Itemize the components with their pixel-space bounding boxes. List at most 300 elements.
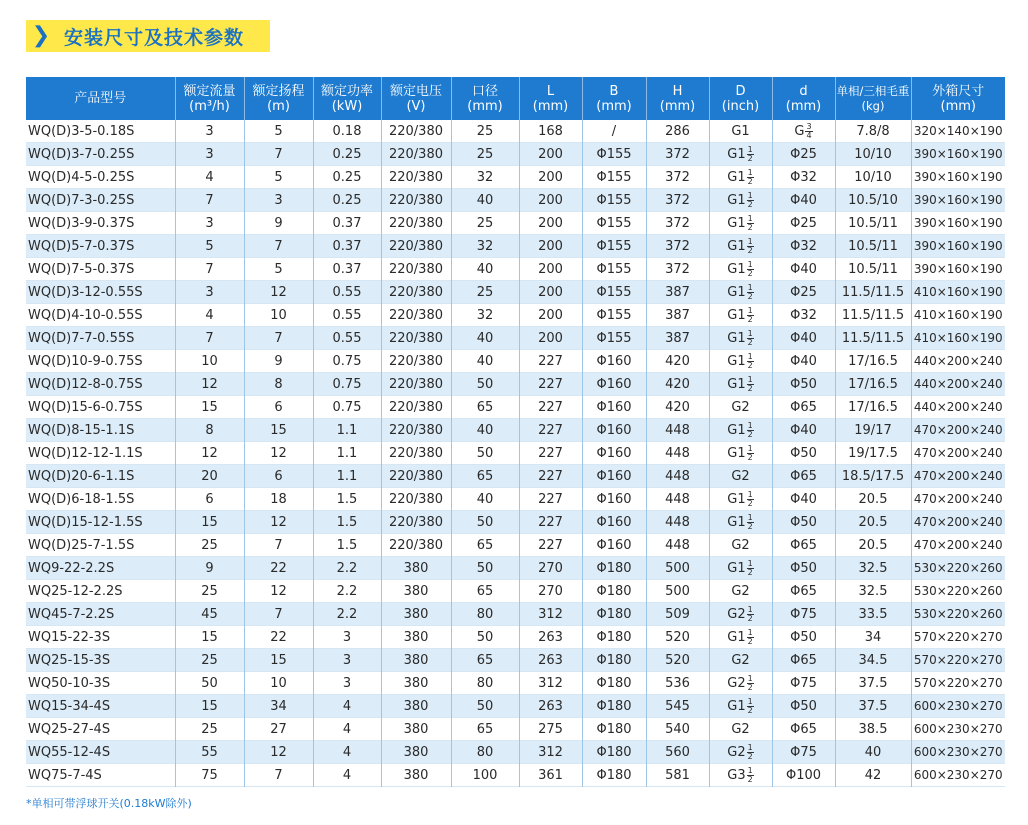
cell-d: Φ40: [772, 488, 835, 511]
cell-model: WQ(D)25-7-1.5S: [26, 534, 175, 557]
cell-box: 600×230×270: [913, 768, 1003, 782]
cell-head: 7: [244, 603, 313, 626]
header-model: 产品型号: [26, 77, 175, 120]
cell-L: 263: [519, 649, 582, 672]
cell-B: Φ155: [582, 143, 646, 166]
cell-d: G $\frac{3}{4}$: [772, 120, 835, 143]
cell-head: 8: [244, 373, 313, 396]
cell-flow: 8: [175, 419, 244, 442]
cell-L: 227: [519, 488, 582, 511]
header-head: 额定扬程 (m): [244, 77, 313, 120]
table-row: [26, 212, 1005, 235]
cell-box: 410×160×190: [913, 331, 1003, 345]
cell-caliber: 32: [451, 304, 519, 327]
cell-weight: 10.5/11: [835, 235, 911, 258]
cell-B: Φ160: [582, 373, 646, 396]
cell-weight: 33.5: [835, 603, 911, 626]
cell-H: 420: [646, 396, 709, 419]
header-caliber: 口径 (mm): [451, 77, 519, 120]
cell-caliber: 40: [451, 327, 519, 350]
cell-flow: 3: [175, 212, 244, 235]
cell-B: Φ155: [582, 327, 646, 350]
cell-voltage: 380: [381, 557, 451, 580]
cell-weight: 37.5: [835, 672, 911, 695]
cell-H: 500: [646, 557, 709, 580]
cell-voltage: 220/380: [381, 534, 451, 557]
cell-B: Φ180: [582, 718, 646, 741]
cell-D: G1 $\frac{1}{2}$: [709, 511, 772, 534]
table-row: [26, 304, 1005, 327]
cell-power: 4: [313, 695, 381, 718]
cell-B: Φ155: [582, 166, 646, 189]
cell-power: 2.2: [313, 603, 381, 626]
cell-model: WQ(D)7-5-0.37S: [26, 258, 175, 281]
header-L: L (mm): [519, 77, 582, 120]
cell-d: Φ65: [772, 580, 835, 603]
cell-head: 5: [244, 120, 313, 143]
cell-caliber: 25: [451, 281, 519, 304]
header-B: B (mm): [582, 77, 646, 120]
cell-H: 448: [646, 442, 709, 465]
cell-box: 390×160×190: [913, 193, 1003, 207]
cell-d: Φ25: [772, 143, 835, 166]
cell-D: G1 $\frac{1}{2}$: [709, 281, 772, 304]
cell-model: WQ25-12-2.2S: [26, 580, 175, 603]
cell-d: Φ40: [772, 189, 835, 212]
cell-model: WQ(D)10-9-0.75S: [26, 350, 175, 373]
cell-D: G1 $\frac{1}{2}$: [709, 235, 772, 258]
cell-H: 448: [646, 419, 709, 442]
cell-box: 390×160×190: [913, 239, 1003, 253]
cell-weight: 32.5: [835, 580, 911, 603]
cell-caliber: 80: [451, 672, 519, 695]
cell-weight: 11.5/11.5: [835, 281, 911, 304]
table-row: [26, 718, 1005, 741]
cell-flow: 25: [175, 718, 244, 741]
cell-weight: 10/10: [835, 143, 911, 166]
cell-L: 227: [519, 442, 582, 465]
cell-d: Φ25: [772, 212, 835, 235]
cell-B: Φ160: [582, 465, 646, 488]
cell-L: 312: [519, 741, 582, 764]
cell-H: 500: [646, 580, 709, 603]
cell-box: 390×160×190: [913, 262, 1003, 276]
cell-power: 1.5: [313, 534, 381, 557]
cell-H: 581: [646, 764, 709, 787]
cell-D: G1 $\frac{1}{2}$: [709, 166, 772, 189]
cell-D: G1 $\frac{1}{2}$: [709, 327, 772, 350]
cell-flow: 12: [175, 442, 244, 465]
cell-weight: 11.5/11.5: [835, 327, 911, 350]
cell-voltage: 220/380: [381, 120, 451, 143]
cell-L: 200: [519, 235, 582, 258]
cell-weight: 34.5: [835, 649, 911, 672]
cell-B: Φ160: [582, 350, 646, 373]
cell-B: Φ180: [582, 649, 646, 672]
cell-L: 200: [519, 212, 582, 235]
cell-B: Φ180: [582, 741, 646, 764]
cell-voltage: 380: [381, 626, 451, 649]
cell-voltage: 220/380: [381, 511, 451, 534]
cell-B: Φ155: [582, 281, 646, 304]
cell-box: 530×220×260: [913, 607, 1003, 621]
cell-caliber: 40: [451, 189, 519, 212]
cell-flow: 25: [175, 580, 244, 603]
cell-caliber: 32: [451, 235, 519, 258]
cell-flow: 15: [175, 511, 244, 534]
cell-d: Φ32: [772, 304, 835, 327]
cell-L: 312: [519, 672, 582, 695]
cell-D: G1 $\frac{1}{2}$: [709, 258, 772, 281]
cell-weight: 10.5/11: [835, 212, 911, 235]
cell-L: 200: [519, 304, 582, 327]
cell-L: 227: [519, 419, 582, 442]
cell-B: Φ155: [582, 258, 646, 281]
cell-flow: 9: [175, 557, 244, 580]
cell-flow: 3: [175, 143, 244, 166]
cell-power: 4: [313, 741, 381, 764]
cell-caliber: 65: [451, 396, 519, 419]
cell-voltage: 220/380: [381, 488, 451, 511]
cell-caliber: 80: [451, 741, 519, 764]
cell-d: Φ50: [772, 695, 835, 718]
cell-B: /: [582, 120, 646, 143]
cell-model: WQ50-10-3S: [26, 672, 175, 695]
cell-power: 1.5: [313, 488, 381, 511]
cell-caliber: 25: [451, 143, 519, 166]
cell-d: Φ40: [772, 327, 835, 350]
cell-L: 312: [519, 603, 582, 626]
cell-D: G1: [709, 120, 772, 143]
cell-voltage: 380: [381, 672, 451, 695]
table-row: [26, 373, 1005, 396]
cell-D: G1 $\frac{1}{2}$: [709, 488, 772, 511]
cell-box: 470×200×240: [913, 515, 1003, 529]
header-weight: 单相/三相毛重 (kg): [835, 77, 911, 120]
cell-voltage: 220/380: [381, 281, 451, 304]
cell-model: WQ(D)3-7-0.25S: [26, 143, 175, 166]
cell-head: 10: [244, 304, 313, 327]
spec-table: [26, 77, 1005, 787]
cell-box: 570×220×270: [913, 676, 1003, 690]
cell-voltage: 220/380: [381, 166, 451, 189]
cell-head: 27: [244, 718, 313, 741]
cell-head: 22: [244, 557, 313, 580]
cell-box: 440×200×240: [913, 377, 1003, 391]
cell-head: 7: [244, 534, 313, 557]
cell-H: 545: [646, 695, 709, 718]
table-row: [26, 166, 1005, 189]
cell-d: Φ75: [772, 741, 835, 764]
table-row: [26, 557, 1005, 580]
cell-power: 0.55: [313, 281, 381, 304]
cell-D: G1 $\frac{1}{2}$: [709, 350, 772, 373]
cell-caliber: 40: [451, 258, 519, 281]
cell-voltage: 220/380: [381, 327, 451, 350]
cell-box: 600×230×270: [913, 699, 1003, 713]
cell-voltage: 220/380: [381, 396, 451, 419]
cell-box: 600×230×270: [913, 722, 1003, 736]
chevron-glyph: ❯: [31, 23, 51, 48]
cell-voltage: 220/380: [381, 304, 451, 327]
cell-model: WQ(D)20-6-1.1S: [26, 465, 175, 488]
cell-flow: 7: [175, 189, 244, 212]
cell-H: 536: [646, 672, 709, 695]
cell-weight: 10.5/10: [835, 189, 911, 212]
header-H: H (mm): [646, 77, 709, 120]
cell-B: Φ180: [582, 603, 646, 626]
cell-head: 5: [244, 258, 313, 281]
cell-caliber: 25: [451, 212, 519, 235]
cell-caliber: 40: [451, 350, 519, 373]
cell-d: Φ65: [772, 718, 835, 741]
cell-voltage: 220/380: [381, 258, 451, 281]
cell-H: 520: [646, 649, 709, 672]
cell-L: 361: [519, 764, 582, 787]
cell-box: 470×200×240: [913, 492, 1003, 506]
cell-d: Φ50: [772, 511, 835, 534]
cell-weight: 19/17.5: [835, 442, 911, 465]
cell-voltage: 220/380: [381, 143, 451, 166]
cell-model: WQ75-7-4S: [26, 764, 175, 787]
cell-model: WQ(D)5-7-0.37S: [26, 235, 175, 258]
cell-weight: 19/17: [835, 419, 911, 442]
cell-H: 372: [646, 189, 709, 212]
header-flow: 额定流量 (m³/h): [175, 77, 244, 120]
cell-H: 387: [646, 304, 709, 327]
cell-d: Φ40: [772, 350, 835, 373]
cell-box: 530×220×260: [913, 584, 1003, 598]
cell-d: Φ65: [772, 396, 835, 419]
cell-D: G2 $\frac{1}{2}$: [709, 672, 772, 695]
cell-H: 420: [646, 373, 709, 396]
cell-caliber: 65: [451, 649, 519, 672]
cell-model: WQ55-12-4S: [26, 741, 175, 764]
cell-head: 7: [244, 235, 313, 258]
cell-voltage: 380: [381, 649, 451, 672]
cell-weight: 18.5/17.5: [835, 465, 911, 488]
cell-power: 0.75: [313, 396, 381, 419]
cell-flow: 15: [175, 396, 244, 419]
cell-caliber: 40: [451, 488, 519, 511]
cell-caliber: 25: [451, 120, 519, 143]
cell-model: WQ25-15-3S: [26, 649, 175, 672]
cell-model: WQ(D)15-6-0.75S: [26, 396, 175, 419]
cell-weight: 7.8/8: [835, 120, 911, 143]
cell-flow: 45: [175, 603, 244, 626]
cell-model: WQ(D)3-12-0.55S: [26, 281, 175, 304]
cell-box: 320×140×190: [913, 124, 1003, 138]
cell-d: Φ65: [772, 465, 835, 488]
cell-power: 3: [313, 649, 381, 672]
cell-power: 0.75: [313, 373, 381, 396]
cell-H: 372: [646, 212, 709, 235]
cell-model: WQ(D)4-10-0.55S: [26, 304, 175, 327]
cell-head: 7: [244, 764, 313, 787]
cell-model: WQ(D)7-3-0.25S: [26, 189, 175, 212]
cell-model: WQ(D)15-12-1.5S: [26, 511, 175, 534]
table-row: [26, 603, 1005, 626]
cell-flow: 12: [175, 373, 244, 396]
header-D: D (inch): [709, 77, 772, 120]
cell-box: 470×200×240: [913, 423, 1003, 437]
cell-flow: 50: [175, 672, 244, 695]
cell-d: Φ75: [772, 603, 835, 626]
cell-model: WQ(D)4-5-0.25S: [26, 166, 175, 189]
cell-model: WQ(D)7-7-0.55S: [26, 327, 175, 350]
table-row: [26, 534, 1005, 557]
cell-box: 440×200×240: [913, 400, 1003, 414]
cell-power: 4: [313, 764, 381, 787]
cell-H: 387: [646, 281, 709, 304]
table-row: [26, 258, 1005, 281]
cell-voltage: 380: [381, 695, 451, 718]
cell-power: 1.5: [313, 511, 381, 534]
cell-H: 420: [646, 350, 709, 373]
cell-weight: 17/16.5: [835, 373, 911, 396]
cell-caliber: 65: [451, 534, 519, 557]
cell-head: 12: [244, 741, 313, 764]
cell-d: Φ32: [772, 166, 835, 189]
cell-flow: 55: [175, 741, 244, 764]
cell-flow: 6: [175, 488, 244, 511]
cell-weight: 20.5: [835, 488, 911, 511]
cell-d: Φ50: [772, 442, 835, 465]
table-row: [26, 143, 1005, 166]
cell-voltage: 380: [381, 580, 451, 603]
cell-weight: 34: [835, 626, 911, 649]
cell-L: 200: [519, 258, 582, 281]
cell-voltage: 380: [381, 741, 451, 764]
cell-d: Φ50: [772, 557, 835, 580]
cell-B: Φ180: [582, 580, 646, 603]
cell-L: 200: [519, 327, 582, 350]
cell-power: 0.37: [313, 212, 381, 235]
cell-model: WQ45-7-2.2S: [26, 603, 175, 626]
cell-L: 200: [519, 189, 582, 212]
cell-power: 0.25: [313, 189, 381, 212]
cell-D: G2: [709, 396, 772, 419]
table-row: [26, 327, 1005, 350]
cell-voltage: 220/380: [381, 235, 451, 258]
cell-power: 1.1: [313, 465, 381, 488]
cell-voltage: 220/380: [381, 465, 451, 488]
cell-model: WQ25-27-4S: [26, 718, 175, 741]
cell-H: 509: [646, 603, 709, 626]
cell-voltage: 220/380: [381, 373, 451, 396]
cell-head: 12: [244, 442, 313, 465]
cell-H: 286: [646, 120, 709, 143]
cell-head: 6: [244, 465, 313, 488]
cell-box: 390×160×190: [913, 170, 1003, 184]
table-row: [26, 626, 1005, 649]
cell-B: Φ180: [582, 626, 646, 649]
cell-head: 22: [244, 626, 313, 649]
cell-B: Φ180: [582, 672, 646, 695]
cell-power: 0.18: [313, 120, 381, 143]
table-row: [26, 350, 1005, 373]
cell-H: 560: [646, 741, 709, 764]
cell-flow: 10: [175, 350, 244, 373]
cell-L: 227: [519, 350, 582, 373]
cell-weight: 38.5: [835, 718, 911, 741]
cell-voltage: 220/380: [381, 212, 451, 235]
cell-box: 470×200×240: [913, 446, 1003, 460]
cell-voltage: 220/380: [381, 350, 451, 373]
table-row: [26, 649, 1005, 672]
cell-box: 470×200×240: [913, 538, 1003, 552]
cell-model: WQ(D)3-5-0.18S: [26, 120, 175, 143]
cell-flow: 7: [175, 327, 244, 350]
cell-D: G2: [709, 465, 772, 488]
cell-caliber: 65: [451, 465, 519, 488]
cell-d: Φ65: [772, 649, 835, 672]
cell-flow: 4: [175, 304, 244, 327]
cell-caliber: 50: [451, 511, 519, 534]
cell-d: Φ50: [772, 626, 835, 649]
cell-voltage: 380: [381, 603, 451, 626]
cell-D: G1 $\frac{1}{2}$: [709, 626, 772, 649]
cell-model: WQ15-34-4S: [26, 695, 175, 718]
cell-power: 0.25: [313, 143, 381, 166]
cell-H: 387: [646, 327, 709, 350]
cell-caliber: 50: [451, 373, 519, 396]
cell-D: G1 $\frac{1}{2}$: [709, 419, 772, 442]
footnote: *单相可带浮球开关(0.18kW除外): [26, 797, 192, 810]
cell-power: 0.25: [313, 166, 381, 189]
cell-L: 227: [519, 534, 582, 557]
cell-voltage: 380: [381, 764, 451, 787]
cell-model: WQ(D)12-8-0.75S: [26, 373, 175, 396]
cell-d: Φ40: [772, 419, 835, 442]
cell-head: 10: [244, 672, 313, 695]
table-body: [26, 120, 1005, 787]
cell-model: WQ(D)8-15-1.1S: [26, 419, 175, 442]
cell-L: 270: [519, 580, 582, 603]
cell-L: 275: [519, 718, 582, 741]
cell-weight: 20.5: [835, 534, 911, 557]
cell-box: 410×160×190: [913, 308, 1003, 322]
cell-D: G2 $\frac{1}{2}$: [709, 741, 772, 764]
cell-caliber: 50: [451, 626, 519, 649]
cell-head: 9: [244, 212, 313, 235]
cell-B: Φ160: [582, 396, 646, 419]
cell-caliber: 65: [451, 718, 519, 741]
cell-box: 410×160×190: [913, 285, 1003, 299]
cell-H: 372: [646, 258, 709, 281]
cell-model: WQ15-22-3S: [26, 626, 175, 649]
cell-d: Φ40: [772, 258, 835, 281]
table-row: [26, 695, 1005, 718]
cell-power: 3: [313, 672, 381, 695]
cell-flow: 4: [175, 166, 244, 189]
cell-flow: 25: [175, 649, 244, 672]
cell-model: WQ9-22-2.2S: [26, 557, 175, 580]
cell-power: 1.1: [313, 419, 381, 442]
cell-D: G1 $\frac{1}{2}$: [709, 212, 772, 235]
cell-d: Φ32: [772, 235, 835, 258]
cell-weight: 42: [835, 764, 911, 787]
cell-head: 5: [244, 166, 313, 189]
cell-power: 4: [313, 718, 381, 741]
cell-B: Φ155: [582, 189, 646, 212]
cell-box: 600×230×270: [913, 745, 1003, 759]
cell-weight: 40: [835, 741, 911, 764]
cell-flow: 75: [175, 764, 244, 787]
cell-head: 6: [244, 396, 313, 419]
cell-B: Φ180: [582, 695, 646, 718]
cell-D: G1 $\frac{1}{2}$: [709, 373, 772, 396]
